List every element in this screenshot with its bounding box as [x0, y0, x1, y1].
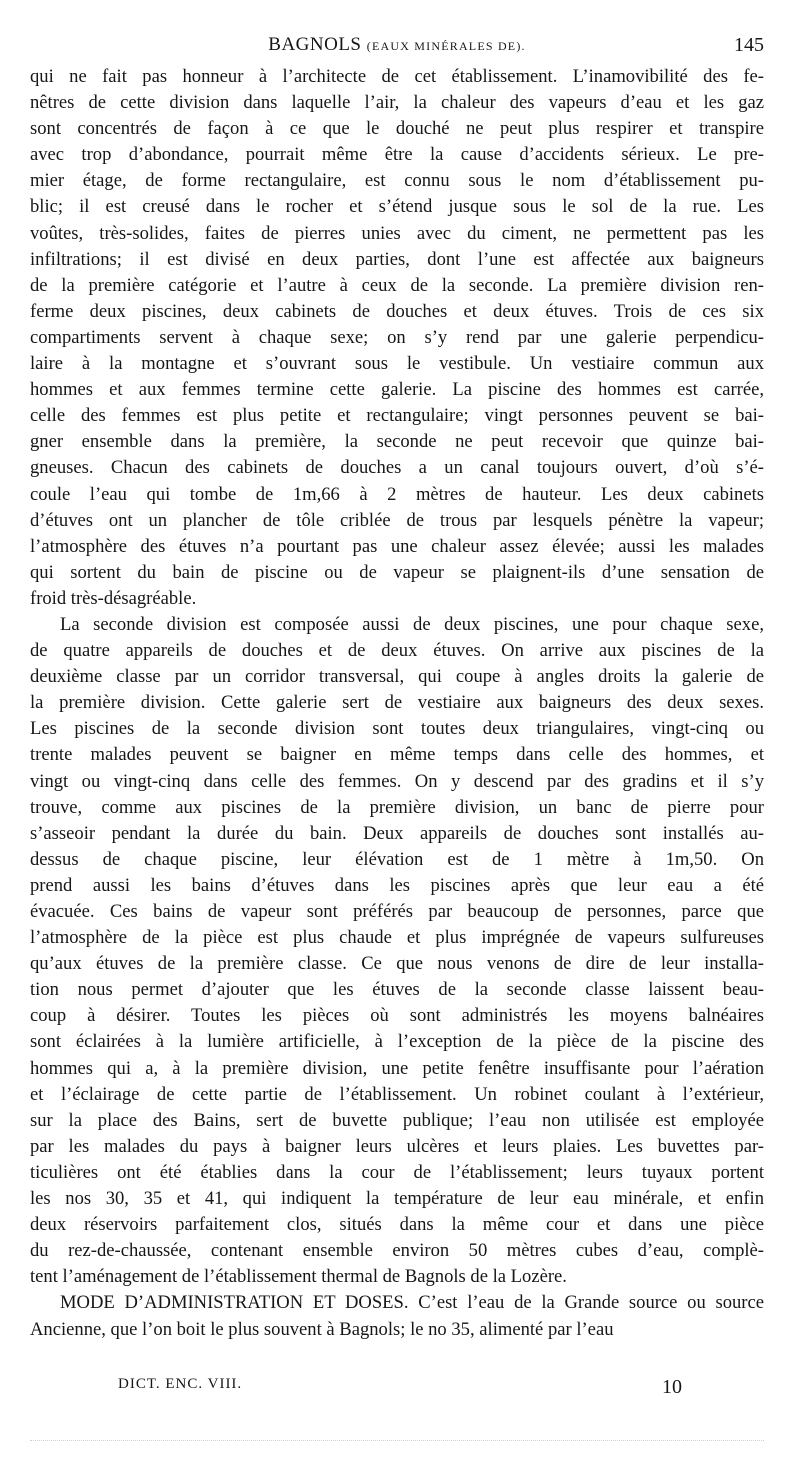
- text-line: coup à désirer. Toutes les pièces où sont administrés les moyens balnéaires: [30, 1005, 764, 1027]
- scan-edge: [30, 1440, 764, 1443]
- running-header: [30, 34, 764, 58]
- text-line: s’asseoir pendant la durée du bain. Deux appareils de douches sont installés au-: [30, 822, 764, 844]
- running-title: [30, 34, 764, 56]
- text-line: l’atmosphère des étuves n’a pourtant pas une chaleur assez élevée; aussi les malades: [30, 535, 764, 557]
- text-line: coule l’eau qui tombe de 1m,66 à 2 mètres de hauteur. Les deux cabinets: [30, 483, 764, 505]
- page-number: 145: [734, 34, 764, 56]
- text-line: évacuée. Ces bains de vapeur sont préférés par beaucoup de personnes, parce que: [30, 901, 764, 922]
- text-line: froid très-désagréable.: [30, 587, 197, 609]
- text-line: tent l’aménagement de l’établissement thermal de Bagnols de la Lozère.: [30, 1266, 567, 1288]
- text-line: sont éclairées à la lumière artificielle, à l’exception de la pièce de la piscine des: [30, 1031, 764, 1053]
- text-line: trouve, comme aux piscines de la première division, un banc de pierre pour: [30, 796, 764, 818]
- text-line: MODE D’ADMINISTRATION ET DOSES. C’est l’eau de la Grande source ou source: [60, 1292, 764, 1314]
- text-line: tion nous permet d’ajouter que les étuves de la seconde classe laissent beau-: [30, 979, 764, 1001]
- text-line: par les malades du pays à baigner leurs ulcères et leurs plaies. Les buvettes par-: [30, 1135, 764, 1157]
- text-line: du rez-de-chaussée, contenant ensemble environ 50 mètres cubes d’eau, complè-: [30, 1240, 764, 1262]
- text-line: de quatre appareils de douches et de deux étuves. On arrive aux piscines de la: [30, 640, 764, 662]
- text-line: qui ne fait pas honneur à l’architecte de cet établissement. L’inamovibilité des fe-: [30, 66, 764, 87]
- text-line: vingt ou vingt-cinq dans celle des femmes. On y descend par des gradins et il s’y: [30, 770, 764, 792]
- text-line: deux réservoirs parfaitement clos, situés dans la même cour et dans une pièce: [30, 1214, 764, 1236]
- text-line: deuxième classe par un corridor transversal, qui coupe à angles droits la galerie de: [30, 666, 764, 688]
- signature-mark: 10: [662, 1376, 682, 1398]
- text-line: trente malades peuvent se baigner en même temps dans celle des hommes, et: [30, 744, 764, 766]
- text-line: gner ensemble dans la première, la seconde ne peut recevoir que quinze bai-: [30, 431, 764, 453]
- text-line: l’atmosphère de la pièce est plus chaude et plus imprégnée de vapeurs sulfureuses: [30, 927, 764, 949]
- text-line: blic; il est creusé dans le rocher et s’étend jusque sous le sol de la rue. Les: [30, 196, 764, 218]
- text-line: sont concentrés de façon à ce que le douché ne peut plus respirer et transpire: [30, 118, 764, 140]
- text-line: mier étage, de forme rectangulaire, est connu sous le nom d’établissement pu-: [30, 170, 764, 192]
- text-line: les nos 30, 35 et 41, qui indiquent la température de leur eau minérale, et enfin: [30, 1188, 764, 1210]
- text-line: Ancienne, que l’on boit le plus souvent à Bagnols; le no 35, alimenté par l’eau: [30, 1318, 614, 1340]
- text-line: qui sortent du bain de piscine ou de vapeur se plaignent-ils d’une sensation de: [30, 561, 764, 583]
- volume-reference: DICT. ENC. VIII.: [118, 1376, 243, 1392]
- text-line: celle des femmes est plus petite et rectangulaire; vingt personnes peuvent se bai-: [30, 405, 764, 427]
- text-line: Les piscines de la seconde division sont toutes deux triangulaires, vingt-cinq ou: [30, 718, 764, 740]
- text-line: qu’aux étuves de la première classe. Ce que nous venons de dire de leur installa-: [30, 953, 764, 975]
- text-line: gneuses. Chacun des cabinets de douches a un canal toujours ouvert, d’où s’é-: [30, 457, 764, 479]
- text-line: de la première catégorie et l’autre à ceux de la seconde. La première division ren-: [30, 274, 764, 296]
- text-line: sur la place des Bains, sert de buvette publique; l’eau non utilisée est employée: [30, 1109, 764, 1131]
- text-line: La seconde division est composée aussi de deux piscines, une pour chaque sexe,: [60, 613, 764, 635]
- page-footer: [30, 1376, 764, 1402]
- text-line: et l’éclairage de cette partie de l’établissement. Un robinet coulant à l’extérieur,: [30, 1083, 764, 1105]
- text-line: hommes qui a, à la première division, une petite fenêtre insuffisante pour l’aération: [30, 1057, 764, 1079]
- running-title-main: BAGNOLS: [268, 34, 362, 55]
- text-line: hommes et aux femmes termine cette galerie. La piscine des hommes est carrée,: [30, 379, 764, 401]
- text-line: nêtres de cette division dans laquelle l’air, la chaleur des vapeurs d’eau et les gaz: [30, 92, 764, 114]
- text-line: prend aussi les bains d’étuves dans les piscines après que leur eau a été: [30, 874, 764, 896]
- text-line: la première division. Cette galerie sert de vestiaire aux baigneurs des deux sexes.: [30, 692, 764, 714]
- text-line: avec trop d’abondance, pourrait même être la cause d’accidents sérieux. Le pre-: [30, 144, 764, 166]
- body-text: [30, 64, 764, 1343]
- text-line: infiltrations; il est divisé en deux parties, dont l’une est affectée aux baigneurs: [30, 248, 764, 270]
- text-line: compartiments servent à chaque sexe; on s’y rend par une galerie perpendicu-: [30, 326, 764, 348]
- running-title-subtitle: (EAUX MINÉRALES DE).: [366, 39, 526, 53]
- text-line: voûtes, très-solides, faites de pierres unies avec du ciment, ne permettent pas les: [30, 222, 764, 244]
- text-line: ferme deux piscines, deux cabinets de douches et deux étuves. Trois de ces six: [30, 300, 764, 322]
- text-line: ticulières ont été établies dans la cour de l’établissement; leurs tuyaux portent: [30, 1161, 764, 1183]
- text-line: laire à la montagne et s’ouvrant sous le vestibule. Un vestiaire commun aux: [30, 353, 764, 375]
- text-line: d’étuves ont un plancher de tôle criblée de trous par lesquels pénètre la vapeur;: [30, 509, 764, 531]
- text-line: dessus de chaque piscine, leur élévation est de 1 mètre à 1m,50. On: [30, 848, 764, 870]
